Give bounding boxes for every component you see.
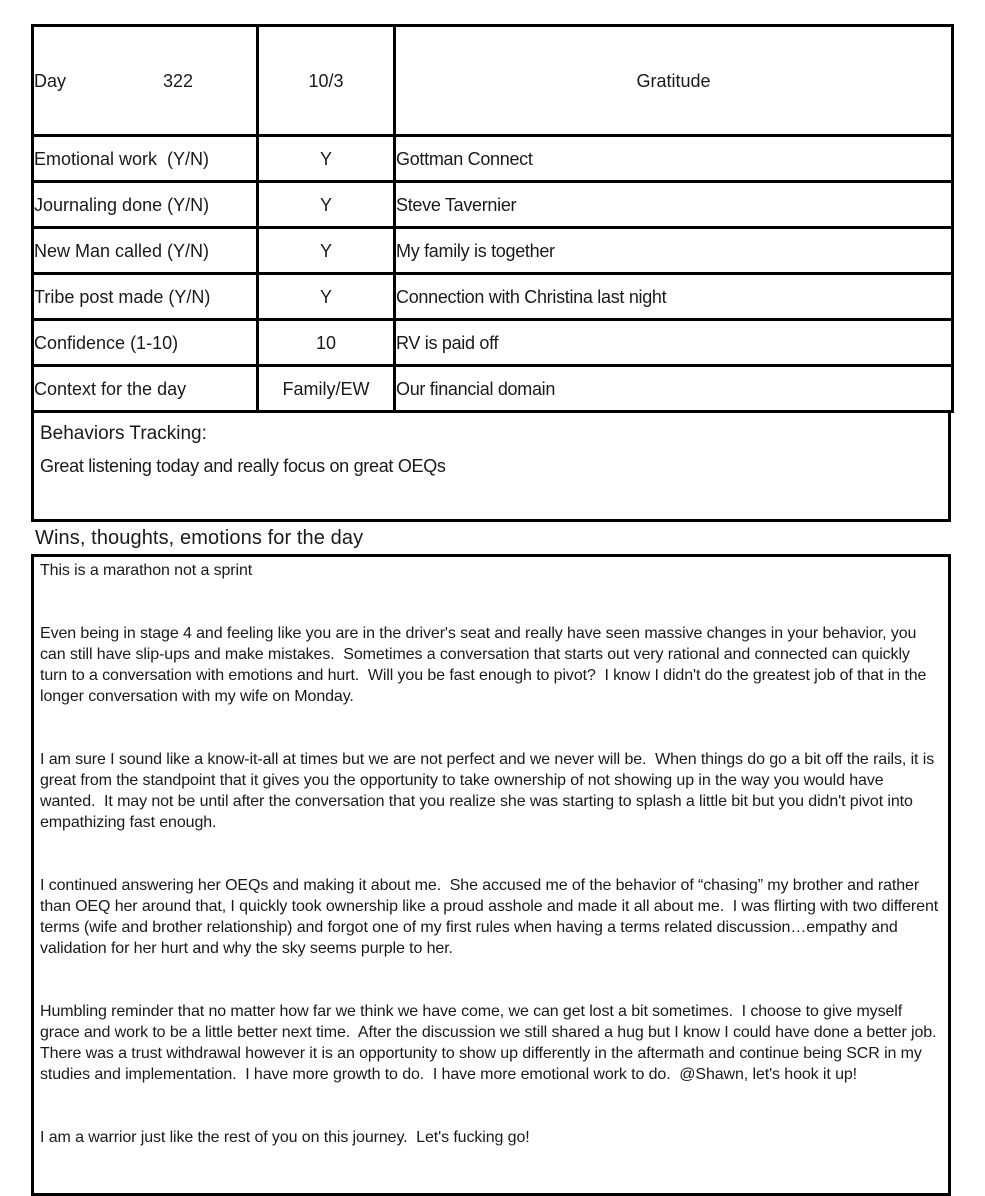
table-row <box>33 320 953 366</box>
row-gratitude-cell: Connection with Christina last night <box>395 274 953 320</box>
day-label: Day <box>34 71 67 91</box>
tracking-table <box>31 24 954 413</box>
table-row <box>33 274 953 320</box>
day-cell <box>33 26 258 136</box>
table-row <box>33 366 953 412</box>
journal-paragraph: This is a marathon not a sprint <box>40 562 253 579</box>
journal-paragraph: Humbling reminder that no matter how far we think we have come, we can get lost a bit sometimes. I choose to give myself grace and work to be a little better next time. After the discussion we still shared a hug but I know I could have done a better job. There was a trust withdrawal however it is an opportunity to show up differently in the aftermath and continue being SCR in my studies and implementation. I have more growth to do. I have more emotional work to do. @Shawn, let's hook it up! <box>40 1003 945 1083</box>
journal-paragraph: Even being in stage 4 and feeling like you are in the driver's seat and really have seen massive changes in your behavior, you can still have slip-ups and make mistakes. Sometimes a conversation that starts out very rational and connected can quickly turn to a conversation with emotions and hurt. Will you be fast enough to pivot? I know I didn't do the greatest job of that in the longer conversation with my wife on Monday. <box>40 625 931 705</box>
row-label-cell: Tribe post made (Y/N) <box>33 274 258 320</box>
table-row <box>33 182 953 228</box>
journal-paragraph: I continued answering her OEQs and making it about me. She accused me of the behavior of “chasing” my brother and rather than OEQ her around that, I quickly took ownership like a proud asshole and made it all about me. I was flirting with two different terms (wife and brother relationship) and forgot one of my first rules when having a terms related discussion…empathy and validation for her hurt and why the sky seems purple to her. <box>40 877 943 957</box>
row-gratitude-cell: Our financial domain <box>395 366 953 412</box>
row-label-cell: New Man called (Y/N) <box>33 228 258 274</box>
row-gratitude-cell: RV is paid off <box>395 320 953 366</box>
row-label-cell: Emotional work (Y/N) <box>33 136 258 182</box>
behaviors-box <box>31 410 951 522</box>
row-value-cell: 10 <box>258 320 395 366</box>
table-row <box>33 228 953 274</box>
row-gratitude-cell: Steve Tavernier <box>395 182 953 228</box>
table-header-row <box>33 26 953 136</box>
row-value-cell: Y <box>258 228 395 274</box>
journal-entry-box <box>31 554 951 1196</box>
table-row <box>33 136 953 182</box>
row-gratitude-cell: Gottman Connect <box>395 136 953 182</box>
row-label-cell: Context for the day <box>33 366 258 412</box>
day-value: 322 <box>162 71 194 91</box>
wins-heading: Wins, thoughts, emotions for the day <box>35 527 364 549</box>
row-value-cell: Family/EW <box>258 366 395 412</box>
gratitude-header: Gratitude <box>395 26 953 136</box>
journal-paragraph: I am a warrior just like the rest of you on this journey. Let's fucking go! <box>40 1129 530 1146</box>
row-value-cell: Y <box>258 274 395 320</box>
behaviors-note: Great listening today and really focus on great OEQs <box>40 456 446 476</box>
row-label-cell: Journaling done (Y/N) <box>33 182 258 228</box>
behaviors-title: Behaviors Tracking: <box>40 423 207 444</box>
row-value-cell: Y <box>258 182 395 228</box>
row-label-cell: Confidence (1-10) <box>33 320 258 366</box>
journal-paragraph: I am sure I sound like a know-it-all at times but we are not perfect and we never will be. When things do go a bit off the rails, it is great from the standpoint that it gives you the opportunity to take ownership of not showing up in the way you would have wanted. It may not be until after the conversation that you realize she was starting to splash a little bit but you didn't pivot into empathizing fast enough. <box>40 751 939 831</box>
journal-sheet <box>31 24 951 1196</box>
row-value-cell: Y <box>258 136 395 182</box>
date-cell: 10/3 <box>258 26 395 136</box>
row-gratitude-cell: My family is together <box>395 228 953 274</box>
